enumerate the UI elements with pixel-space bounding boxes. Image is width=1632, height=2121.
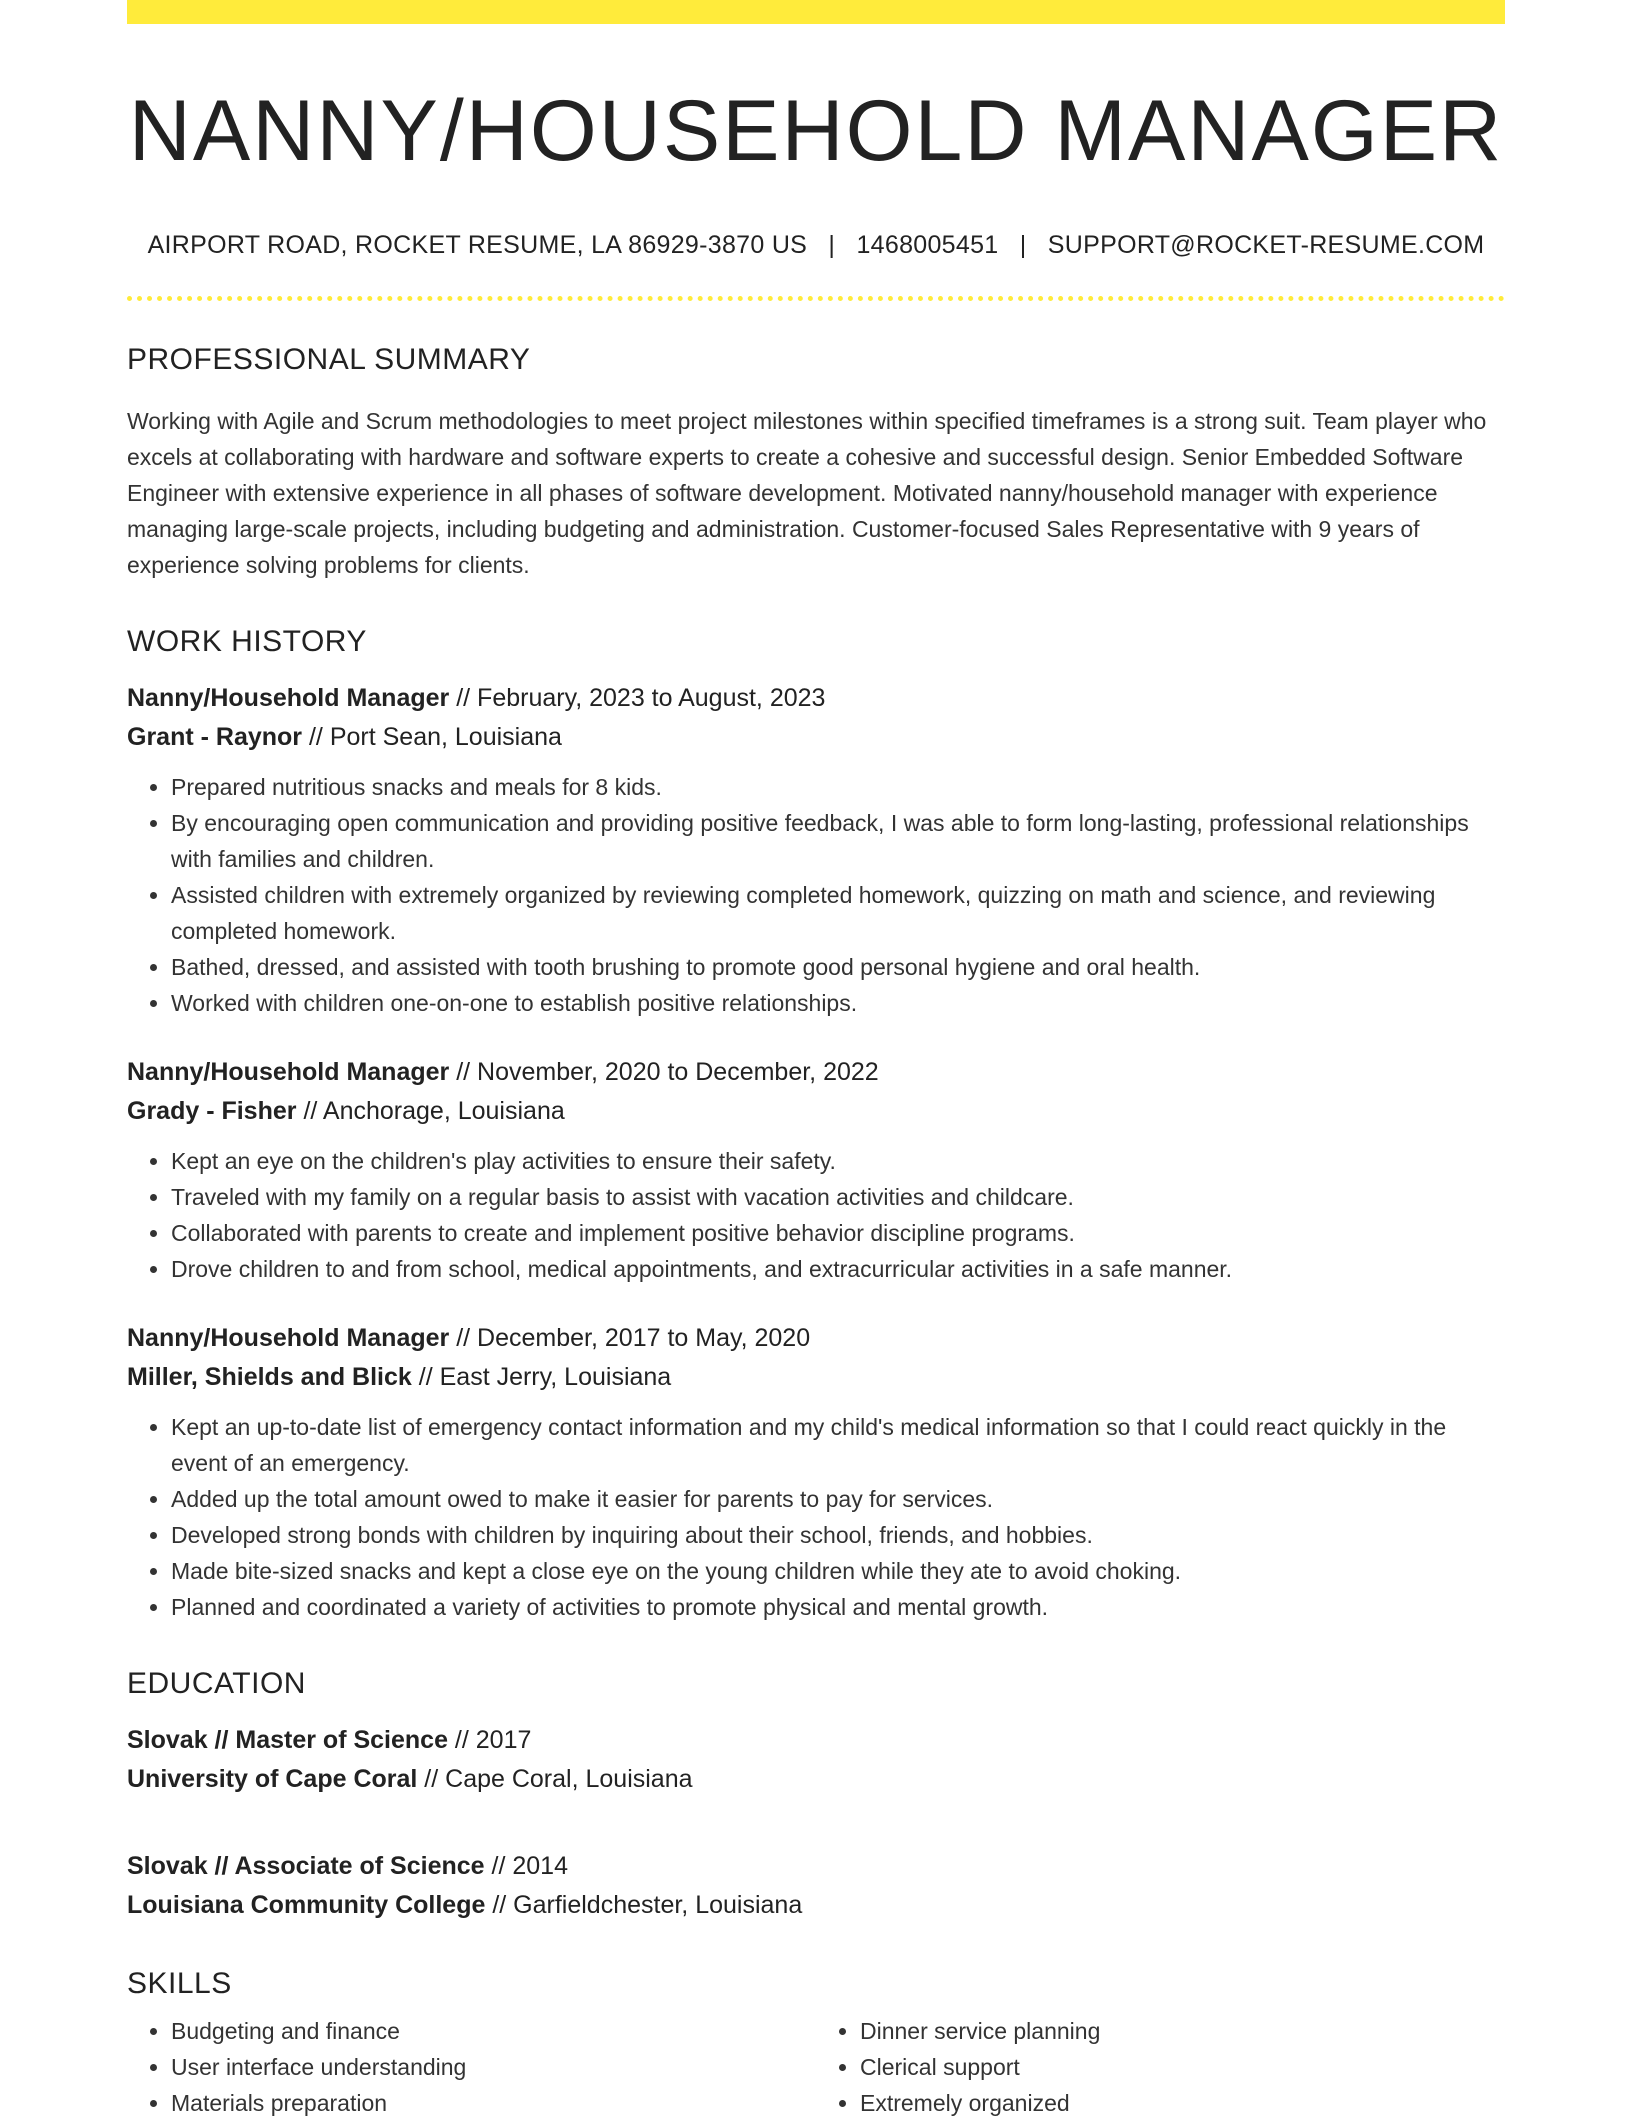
education-degree: Slovak // Associate of Science (127, 1851, 485, 1880)
section-title-skills: SKILLS (127, 1966, 232, 2000)
skills-grid (127, 2013, 1505, 2121)
contact-phone: 1468005451 (856, 230, 999, 259)
job-bullet: • Prepared nutritious snacks and meals for 8 kids. (171, 769, 1505, 805)
skill-item: • User interface understanding (171, 2049, 816, 2085)
skill-item: • Budgeting and finance (171, 2013, 816, 2049)
section-title-summary: PROFESSIONAL SUMMARY (127, 342, 531, 376)
job-entry (127, 1053, 1505, 1287)
accent-top-bar (127, 0, 1505, 24)
education-year: // 2014 (484, 1851, 568, 1880)
skill-item: • Clerical support (860, 2049, 1505, 2085)
job-bullet: • Added up the total amount owed to make it easier for parents to pay for services. (171, 1481, 1505, 1517)
job-bullet: • Kept an eye on the children's play activities to ensure their safety. (171, 1143, 1505, 1179)
contact-address: AIRPORT ROAD, ROCKET RESUME, LA 86929-3870 US (147, 230, 808, 259)
job-location: // Anchorage, Louisiana (296, 1096, 565, 1125)
job-bullet: • Worked with children one-on-one to establish positive relationships. (171, 985, 1505, 1021)
job-location: // East Jerry, Louisiana (411, 1362, 672, 1391)
job-company: Grady - Fisher (127, 1096, 297, 1125)
job-company: Grant - Raynor (127, 722, 303, 751)
job-title-line (127, 679, 1505, 718)
education-school-line (127, 1760, 1505, 1799)
header-divider (127, 296, 1505, 301)
job-org-line (127, 718, 1505, 757)
contact-separator: | (1019, 230, 1027, 259)
job-bullet: • Developed strong bonds with children by inquiring about their school, friends, and hobbies. (171, 1517, 1505, 1553)
job-dates: // February, 2023 to August, 2023 (449, 683, 826, 712)
job-role: Nanny/Household Manager (127, 1057, 450, 1086)
job-bullets (127, 1409, 1505, 1625)
contact-email: SUPPORT@ROCKET-RESUME.COM (1047, 230, 1485, 259)
section-title-work: WORK HISTORY (127, 624, 367, 658)
job-org-line (127, 1092, 1505, 1131)
skill-item: • Extremely organized (860, 2085, 1505, 2121)
job-bullet: • Bathed, dressed, and assisted with tooth brushing to promote good personal hygiene and oral health. (171, 949, 1505, 985)
education-degree-line (127, 1721, 1505, 1760)
contact-line (127, 231, 1505, 260)
education-year: // 2017 (447, 1725, 532, 1754)
job-title-line (127, 1053, 1505, 1092)
job-org-line (127, 1358, 1505, 1397)
job-company: Miller, Shields and Blick (127, 1362, 412, 1391)
section-title-education: EDUCATION (127, 1666, 306, 1700)
job-role: Nanny/Household Manager (127, 1323, 450, 1352)
job-bullet: • Made bite-sized snacks and kept a close eye on the young children while they ate to avoid choking. (171, 1553, 1505, 1589)
education-degree-line (127, 1847, 1505, 1886)
job-dates: // November, 2020 to December, 2022 (449, 1057, 879, 1086)
job-location: // Port Sean, Louisiana (302, 722, 562, 751)
job-bullets (127, 1143, 1505, 1287)
resume-name: NANNY/HOUSEHOLD MANAGER (128, 83, 1504, 179)
job-entry (127, 1319, 1505, 1625)
job-bullet: • Assisted children with extremely organized by reviewing completed homework, quizzing on math and science, and reviewing completed homework. (171, 877, 1505, 949)
summary-text: Working with Agile and Scrum methodologies to meet project milestones within specified timeframes is a strong suit. Team player who excels at collaborating with hardware and software experts to create a cohesive and successful design. Senior Embedded Software Engineer with extensive experience in all phases of software development. Motivated nanny/household manager with experience managing large-scale projects, including budgeting and administration. Customer-focused Sales Representative with 9 years of experience solving problems for clients. (127, 407, 1487, 578)
education-school: University of Cape Coral (127, 1764, 418, 1793)
skill-item: • Dinner service planning (860, 2013, 1505, 2049)
job-bullet: • By encouraging open communication and providing positive feedback, I was able to form long-lasting, professional relationships with families and children. (171, 805, 1505, 877)
skills-list-left (127, 2013, 816, 2121)
job-entry (127, 679, 1505, 1021)
skill-item: • Materials preparation (171, 2085, 816, 2121)
education-location: // Garfieldchester, Louisiana (485, 1890, 803, 1919)
job-bullet: • Planned and coordinated a variety of activities to promote physical and mental growth. (171, 1589, 1505, 1625)
education-school: Louisiana Community College (127, 1890, 486, 1919)
job-role: Nanny/Household Manager (127, 683, 450, 712)
education-school-line (127, 1886, 1505, 1925)
job-bullet: • Kept an up-to-date list of emergency contact information and my child's medical information so that I could react quickly in the event of an emergency. (171, 1409, 1505, 1481)
job-bullets (127, 769, 1505, 1021)
skills-list-right (816, 2013, 1505, 2121)
job-title-line (127, 1319, 1505, 1358)
job-bullet: • Collaborated with parents to create and implement positive behavior discipline programs. (171, 1215, 1505, 1251)
job-dates: // December, 2017 to May, 2020 (449, 1323, 811, 1352)
job-bullet: • Drove children to and from school, medical appointments, and extracurricular activities in a safe manner. (171, 1251, 1505, 1287)
education-entry (127, 1721, 1505, 1799)
resume-page (127, 0, 1505, 2121)
education-entry (127, 1847, 1505, 1925)
contact-separator: | (828, 230, 836, 259)
job-bullet: • Traveled with my family on a regular basis to assist with vacation activities and childcare. (171, 1179, 1505, 1215)
education-location: // Cape Coral, Louisiana (417, 1764, 693, 1793)
education-degree: Slovak // Master of Science (127, 1725, 448, 1754)
